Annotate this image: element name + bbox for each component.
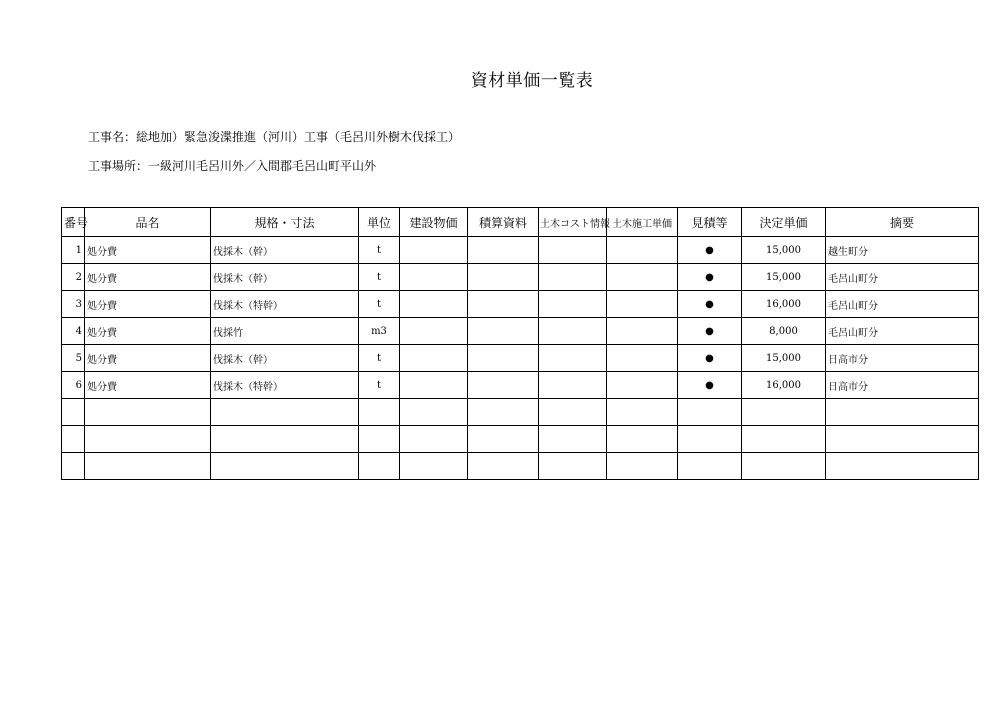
cell-doboku-cost [539,453,607,480]
unit-price-table [61,207,979,480]
cell-price: 16,000 [742,372,826,399]
cell-doboku-cost [539,237,607,264]
header-unit: 単位 [359,208,400,237]
cell-name [85,399,211,426]
cell-price: 8,000 [742,318,826,345]
header-sekisan-shiryo: 積算資料 [468,208,539,237]
cell-mitsumori [678,453,742,480]
cell-doboku-cost [539,426,607,453]
cell-doboku-sekou [607,399,678,426]
cell-kensetsu-bukka [400,399,468,426]
cell-no [62,453,85,480]
cell-unit: t [359,264,400,291]
cell-kensetsu-bukka [400,237,468,264]
cell-kensetsu-bukka [400,291,468,318]
header-name: 品名 [85,208,211,237]
cell-name: 処分費 [85,372,211,399]
cell-price [742,399,826,426]
cell-unit: t [359,372,400,399]
cell-mitsumori: ● [678,345,742,372]
cell-sekisan-shiryo [468,345,539,372]
cell-no: 4 [62,318,85,345]
cell-no: 6 [62,372,85,399]
cell-sekisan-shiryo [468,237,539,264]
cell-doboku-cost [539,345,607,372]
cell-doboku-cost [539,372,607,399]
table-row [62,345,979,372]
cell-sekisan-shiryo [468,291,539,318]
header-doboku-cost: 土木コスト情報 [539,208,607,237]
cell-no: 5 [62,345,85,372]
cell-kensetsu-bukka [400,426,468,453]
cell-unit [359,453,400,480]
project-place: 工事場所：一級河川毛呂川外／入間郡毛呂山町平山外 [88,159,377,173]
cell-name: 処分費 [85,237,211,264]
table-row [62,264,979,291]
cell-note: 毛呂山町分 [826,291,979,318]
cell-sekisan-shiryo [468,453,539,480]
project-name: 工事名：総地加）緊急浚渫推進（河川）工事（毛呂川外樹木伐採工） [88,130,461,144]
cell-mitsumori: ● [678,372,742,399]
cell-price [742,453,826,480]
cell-mitsumori: ● [678,291,742,318]
cell-note [826,453,979,480]
cell-name: 処分費 [85,318,211,345]
cell-name: 処分費 [85,291,211,318]
table-header-row [62,208,979,237]
cell-doboku-sekou [607,291,678,318]
cell-note: 毛呂山町分 [826,318,979,345]
cell-price: 16,000 [742,291,826,318]
cell-doboku-sekou [607,453,678,480]
table-row [62,453,979,480]
cell-note: 越生町分 [826,237,979,264]
cell-price [742,426,826,453]
cell-note: 日高市分 [826,372,979,399]
cell-mitsumori [678,426,742,453]
cell-spec [211,426,359,453]
cell-sekisan-shiryo [468,399,539,426]
cell-spec [211,453,359,480]
cell-kensetsu-bukka [400,453,468,480]
cell-unit: t [359,237,400,264]
cell-price: 15,000 [742,264,826,291]
cell-no: 1 [62,237,85,264]
cell-no [62,426,85,453]
table-row [62,237,979,264]
cell-name [85,453,211,480]
cell-unit: t [359,345,400,372]
header-no: 番号 [62,208,85,237]
cell-doboku-sekou [607,264,678,291]
table-row [62,372,979,399]
header-price: 決定単価 [742,208,826,237]
header-spec: 規格・寸法 [211,208,359,237]
table-row [62,426,979,453]
cell-sekisan-shiryo [468,426,539,453]
cell-name: 処分費 [85,264,211,291]
table-row [62,318,979,345]
document-title: 資材単価一覧表 [470,71,594,91]
cell-spec: 伐採木（幹） [211,345,359,372]
cell-sekisan-shiryo [468,318,539,345]
cell-doboku-sekou [607,345,678,372]
cell-kensetsu-bukka [400,318,468,345]
cell-mitsumori [678,399,742,426]
cell-unit: m3 [359,318,400,345]
cell-sekisan-shiryo [468,372,539,399]
header-kensetsu-bukka: 建設物価 [400,208,468,237]
cell-no [62,399,85,426]
cell-spec: 伐採木（幹） [211,264,359,291]
cell-unit [359,426,400,453]
cell-sekisan-shiryo [468,264,539,291]
cell-kensetsu-bukka [400,345,468,372]
table-row [62,291,979,318]
cell-kensetsu-bukka [400,372,468,399]
cell-spec: 伐採木（特幹） [211,372,359,399]
cell-doboku-cost [539,399,607,426]
cell-name: 処分費 [85,345,211,372]
cell-kensetsu-bukka [400,264,468,291]
header-doboku-sekou: 土木施工単価 [607,208,678,237]
cell-price: 15,000 [742,345,826,372]
cell-spec [211,399,359,426]
cell-mitsumori: ● [678,237,742,264]
cell-doboku-sekou [607,318,678,345]
cell-no: 2 [62,264,85,291]
cell-doboku-sekou [607,237,678,264]
cell-note [826,399,979,426]
cell-note: 毛呂山町分 [826,264,979,291]
cell-unit: t [359,291,400,318]
cell-doboku-sekou [607,426,678,453]
cell-unit [359,399,400,426]
header-mitsumori: 見積等 [678,208,742,237]
cell-doboku-cost [539,291,607,318]
cell-doboku-cost [539,264,607,291]
cell-spec: 伐採木（特幹） [211,291,359,318]
cell-spec: 伐採木（幹） [211,237,359,264]
cell-note [826,426,979,453]
cell-no: 3 [62,291,85,318]
cell-mitsumori: ● [678,318,742,345]
cell-spec: 伐採竹 [211,318,359,345]
cell-name [85,426,211,453]
cell-mitsumori: ● [678,264,742,291]
cell-doboku-cost [539,318,607,345]
header-note: 摘要 [826,208,979,237]
cell-note: 日高市分 [826,345,979,372]
cell-doboku-sekou [607,372,678,399]
table-row [62,399,979,426]
cell-price: 15,000 [742,237,826,264]
